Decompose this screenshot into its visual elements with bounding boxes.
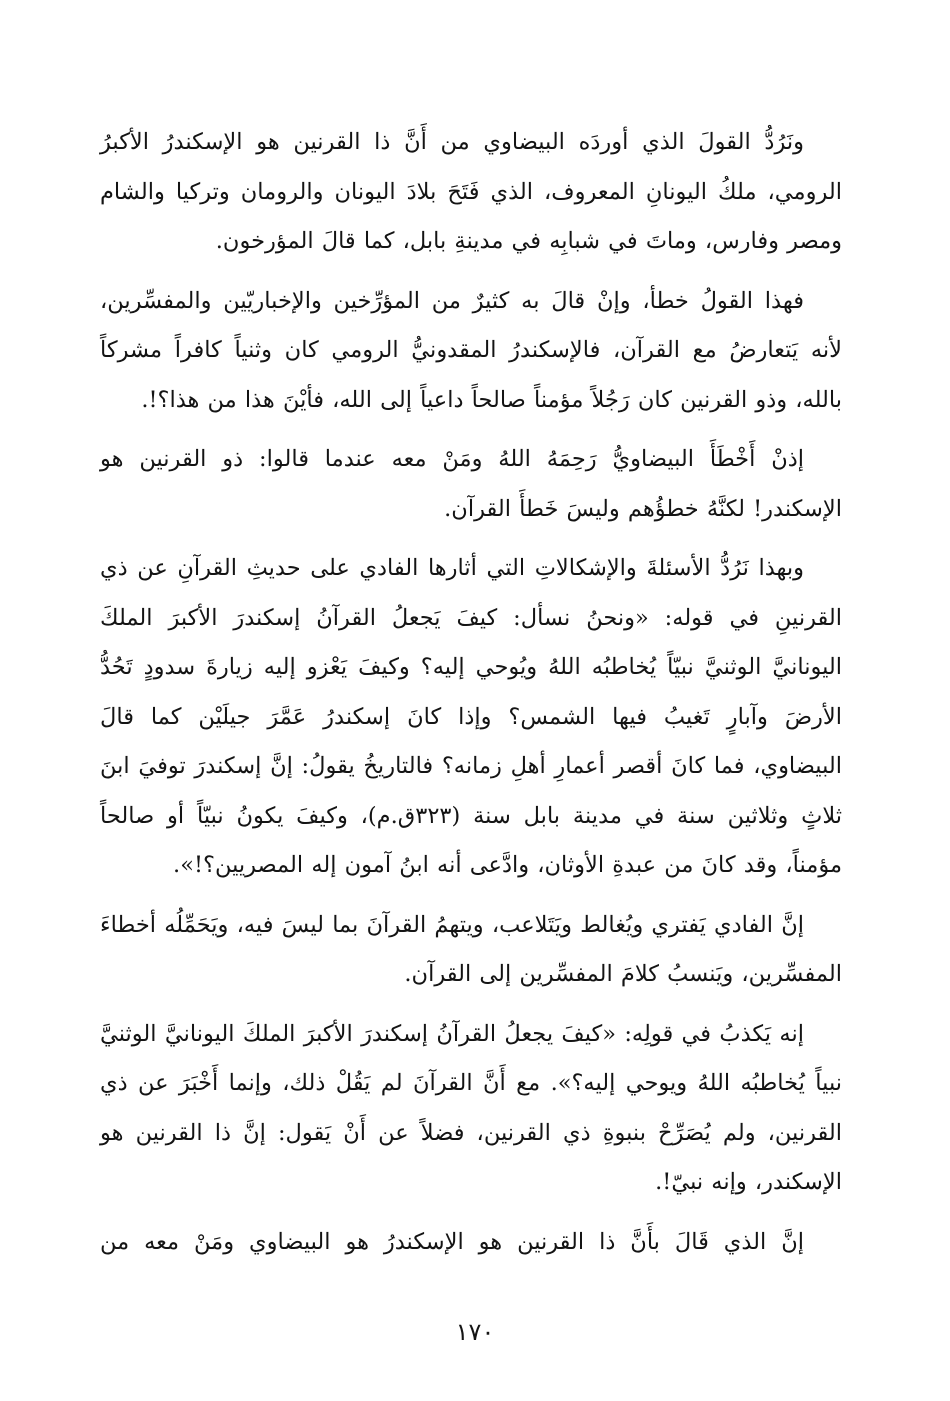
paragraph-6: إنه يَكذبُ في قولِه: «كيفَ يجعلُ القرآنُ إسكندرَ الأكبرَ الملكَ اليونانيَّ الوثنيَّ نبياً يُخاطبُه اللهُ ويوحي إليه؟». مع أَنَّ القرآنَ لم يَقُلْ ذلك، وإنما أَخْبَرَ عن ذي القرنين، ولم يُصَرِّحْ بنبوةِ ذي القرنين، فضلاً عن أَنْ يَقول: إنَّ ذا القرنين هو الإسكندر، وإنه نبيّ!.: [100, 1020, 842, 1195]
paragraph-2: فهذا القولُ خطأ، وإنْ قالَ به كثيرٌ من المؤرِّخين والإخباريّين والمفسِّرين، لأنه يَتعارضُ مع القرآن، فالإسكندرُ المقدونيُّ الرومي كان وثنياً كافراً مشركاً بالله، وذو القرنين كان رَجُلاً مؤمناً صالحاً داعياً إلى الله، فأيْنَ هذا من هذا؟!.: [100, 287, 842, 413]
page-body: [100, 118, 842, 1277]
paragraph-4: وبهذا نَرُدُّ الأسئلةَ والإشكالاتِ التي أثارها الفادي على حديثِ القرآنِ عن ذي القرنينِ في قوله: «ونحنُ نسأل: كيفَ يَجعلُ القرآنُ إسكندرَ الأكبرَ الملكَ اليونانيَّ الوثنيَّ نبيّاً يُخاطبُه اللهُ ويُوحي إليه؟ وكيفَ يَعْزو إليه زيارةَ سدودٍ تَحُدُّ الأرضَ وآبارٍ تَغيبُ فيها الشمس؟ وإذا كانَ إسكندرُ عَمَّرَ جيلَيْن كما قالَ البيضاوي، فما كانَ أقصر أعمارِ أهلِ زمانه؟ فالتاريخُ يقولُ: إنَّ إسكندرَ توفيَ ابنَ ثلاثٍ وثلاثين سنة في مدينة بابل سنة (٣٢٣ق.م)، وكيفَ يكونُ نبيّاً أو صالحاً مؤمناً، وقد كانَ من عبدةِ الأوثان، وادَّعى أنه ابنُ آمون إله المصريين؟!».: [100, 555, 842, 878]
page-number: ١٧٠: [455, 1318, 495, 1346]
paragraph-5: إنَّ الفادي يَفتري ويُغالط ويَتَلاعب، ويتهمُ القرآنَ بما ليسَ فيه، ويَحَمِّلُه أخطاءَ المفسِّرين، ويَنسبُ كلامَ المفسِّرين إلى القرآن.: [100, 911, 842, 987]
paragraph-7: إنَّ الذي قَالَ بأَنَّ ذا القرنين هو الإسكندرُ هو البيضاوي ومَنْ معه من: [100, 1228, 804, 1255]
paragraph-1: ونَرُدُّ القولَ الذي أوردَه البيضاوي من أَنَّ ذا القرنين هو الإسكندرُ الأكبرُ الرومي، ملكُ اليونانِ المعروف، الذي فَتَحَ بلادَ اليونان والرومان وتركيا والشام ومصر وفارس، وماتَ في شبابِه في مدينةِ بابل، كما قالَ المؤرخون.: [100, 129, 842, 254]
paragraph-3: إذنْ أَخْطَأَ البيضاويُّ رَحِمَهُ اللهُ ومَنْ معه عندما قالوا: ذو القرنين هو الإسكندر! لكنَّهُ خطؤُهم وليسَ خَطأَ القرآن.: [100, 446, 842, 522]
